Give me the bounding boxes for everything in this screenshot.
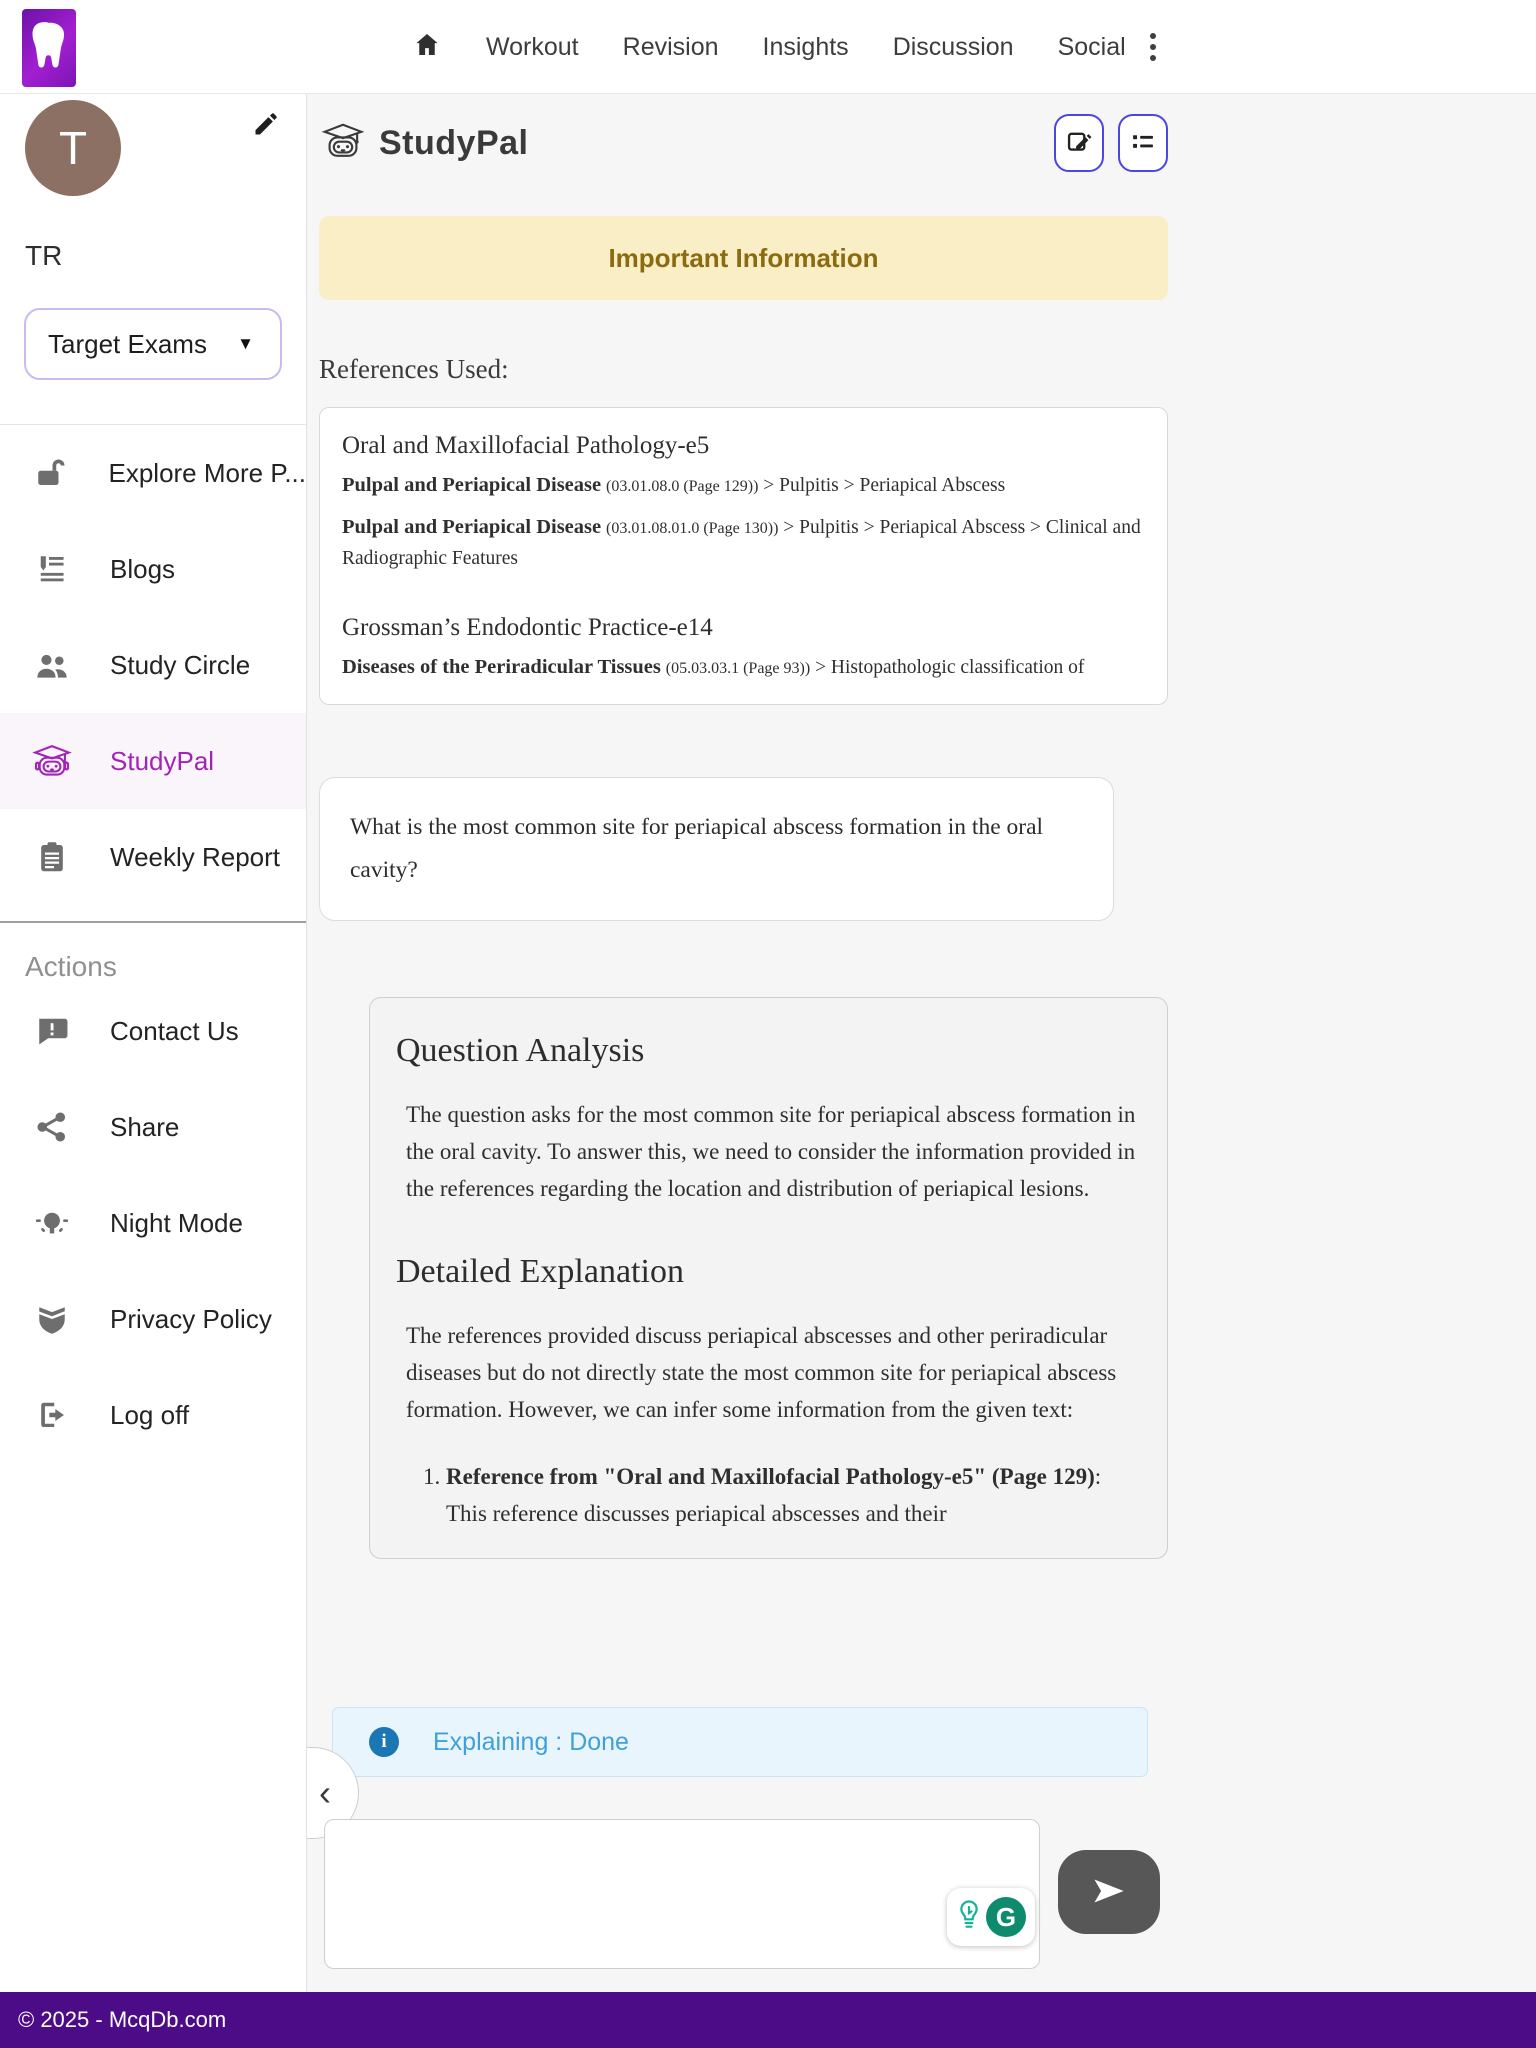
footer: [0, 1992, 1536, 2048]
info-icon: i: [369, 1727, 399, 1757]
copyright-text: © 2025 - McqDb.com: [18, 2007, 227, 2032]
main-nav: [412, 0, 1126, 94]
nav-item-discussion[interactable]: Discussion: [892, 32, 1014, 61]
sidebar-item-weekly-report[interactable]: Weekly Report: [0, 809, 306, 905]
clipboard-icon: [30, 839, 74, 875]
sidebar: [0, 94, 307, 1992]
username-label: TR: [25, 240, 63, 271]
nav-item-social[interactable]: Social: [1057, 32, 1126, 61]
send-icon: [1092, 1876, 1126, 1909]
nav-item-insights[interactable]: Insights: [762, 32, 849, 61]
page-title: StudyPal: [379, 123, 529, 162]
chevron-left-icon: ‹: [319, 1772, 331, 1813]
grammarly-g-icon: G: [986, 1897, 1026, 1937]
bullet-list-icon: [1129, 128, 1157, 159]
target-exams-value: Target Exams: [48, 328, 207, 359]
reference-book-title: Grossman’s Endodontic Practice-e14: [342, 614, 713, 641]
chat-list-button[interactable]: [1118, 114, 1168, 172]
share-icon: [30, 1109, 74, 1145]
references-heading: References Used:: [319, 354, 509, 384]
sidebar-item-explore-more[interactable]: Explore More P...: [0, 425, 306, 521]
tooth-icon: [29, 17, 69, 80]
reference-book-title: Oral and Maxillofacial Pathology-e5: [342, 432, 710, 459]
nav-item-workout[interactable]: Workout: [486, 32, 579, 61]
reference-entry: Pulpal and Periapical Disease (03.01.08.0 (Page 129)) > Pulpitis > Periapical Abscess: [342, 474, 1006, 496]
sidebar-item-share[interactable]: Share: [0, 1079, 306, 1175]
edit-profile-pencil-icon[interactable]: [252, 110, 280, 143]
sidebar-item-night-mode[interactable]: Night Mode: [0, 1175, 306, 1271]
chat-panel: [307, 94, 1536, 1992]
unlock-icon: [30, 455, 72, 491]
chevron-down-icon: ▼: [237, 334, 254, 353]
actions-heading: Actions: [25, 951, 117, 982]
sidebar-item-privacy-policy[interactable]: Privacy Policy: [0, 1271, 306, 1367]
grammarly-widget[interactable]: [947, 1888, 1035, 1946]
detailed-explanation-text: The references provided discuss periapical abscesses and other periradicular diseases but do not directly state the most common site for periapical abscess formation. However, we can infer some information from the given text:: [406, 1323, 1117, 1422]
chat-message-input[interactable]: [324, 1819, 1040, 1969]
target-exams-dropdown[interactable]: [24, 308, 282, 380]
logout-icon: [30, 1397, 74, 1433]
sidebar-item-log-off[interactable]: Log off: [0, 1367, 306, 1463]
robot-graduate-icon: [30, 738, 74, 784]
chat-scroll-area[interactable]: [307, 94, 1536, 1692]
home-icon[interactable]: [412, 30, 442, 65]
references-card: [319, 407, 1168, 705]
shield-icon: [30, 1301, 74, 1337]
composer-dock: [307, 1692, 1536, 1992]
status-text: Explaining : Done: [433, 1727, 629, 1756]
top-navbar: [0, 0, 1536, 94]
lightbulb-icon: [30, 1204, 74, 1242]
sidebar-item-contact-us[interactable]: Contact Us: [0, 983, 306, 1079]
question-analysis-heading: Question Analysis: [396, 1032, 645, 1069]
grammarly-lightbulb-icon: [956, 1899, 982, 1936]
new-chat-button[interactable]: [1054, 114, 1104, 172]
status-bar: [332, 1707, 1148, 1777]
sidebar-item-study-circle[interactable]: Study Circle: [0, 617, 306, 713]
reference-entry: Diseases of the Periradicular Tissues (05.03.03.1 (Page 93)) > Histopathologic classification of: [342, 656, 1085, 678]
divider: [0, 921, 306, 923]
detailed-explanation-heading: Detailed Explanation: [396, 1253, 684, 1290]
reference-entry: Pulpal and Periapical Disease (03.01.08.01.0 (Page 130)) > Pulpitis > Periapical Abscess > Clinical and Radiographic Features: [342, 516, 1141, 569]
sidebar-item-studypal[interactable]: StudyPal: [0, 713, 306, 809]
user-question-bubble: What is the most common site for periapical abscess formation in the oral cavity?: [319, 777, 1114, 921]
studypal-robot-icon: [319, 119, 367, 168]
edit-note-icon: [1065, 128, 1093, 159]
avatar[interactable]: T: [25, 100, 121, 196]
feedback-bubble-icon: [30, 1013, 74, 1049]
app-logo[interactable]: [22, 9, 76, 87]
answer-list-item: 1. Reference from "Oral and Maxillofacial Pathology-e5" (Page 129): This reference discusses periapical abscesses and their: [446, 1458, 1141, 1532]
important-information-banner: Important Information: [319, 216, 1168, 300]
question-analysis-text: The question asks for the most common site for periapical abscess formation in the oral cavity. To answer this, we need to consider the information provided in the references regarding the location and distribution of periapical lesions.: [406, 1102, 1136, 1201]
article-icon: [30, 551, 74, 587]
sidebar-item-blogs[interactable]: Blogs: [0, 521, 306, 617]
people-icon: [30, 646, 74, 684]
overflow-menu-icon[interactable]: [1138, 25, 1168, 69]
nav-item-revision[interactable]: Revision: [622, 32, 719, 61]
send-button[interactable]: [1058, 1850, 1160, 1934]
answer-card: [369, 997, 1168, 1559]
